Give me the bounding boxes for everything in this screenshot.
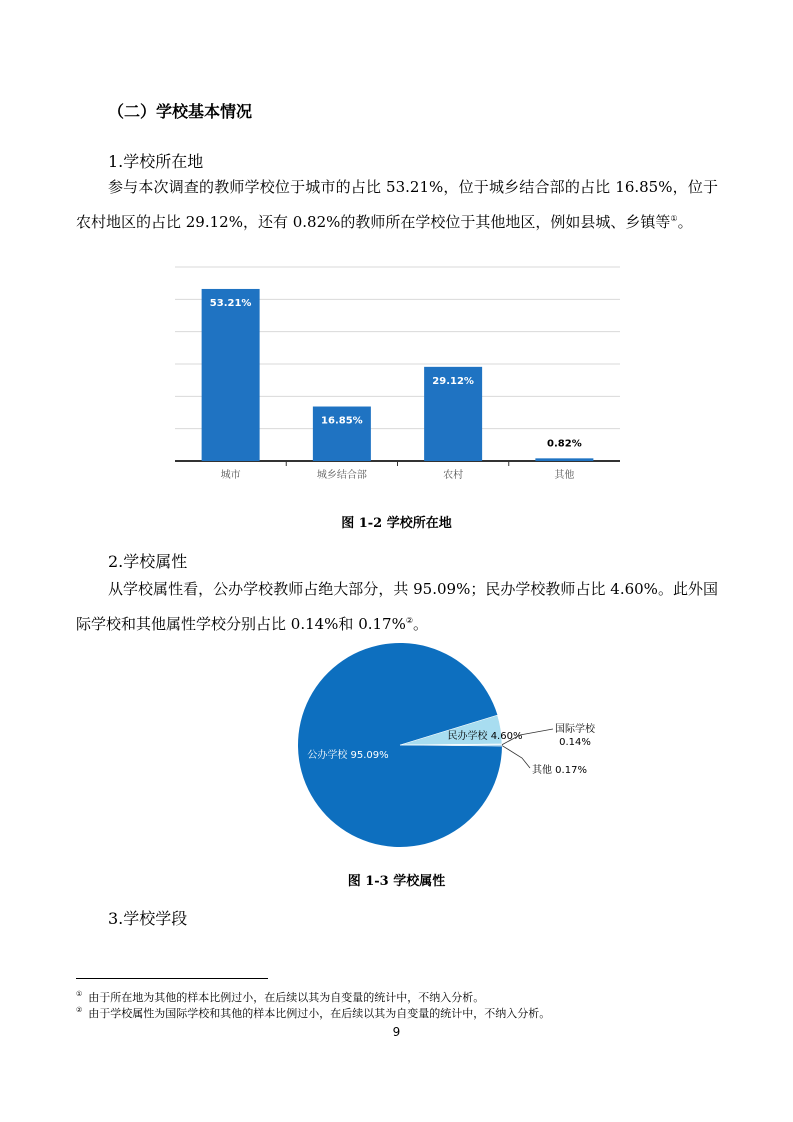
footnote-ref-1[interactable]: ① [670,214,678,223]
footnote-1-text: 由于所在地为其他的样本比例过小，在后续以其为自变量的统计中，不纳入分析。 [88,991,485,1004]
pie-chart-slices [298,643,502,847]
paragraph-location [76,172,718,238]
bar-data-label: 53.21% [209,297,252,309]
pie-label: 其他 0.17% [532,765,587,776]
subsection-heading-stage: 3.学校学段 [108,909,188,928]
bar-data-label: 16.85% [321,415,363,427]
bar-chart-data-labels [210,298,582,449]
footnote-1-mark: ① [76,990,83,999]
subsection-heading-location: 1.学校所在地 [108,152,204,171]
pie-label: 国际学校 [555,724,595,735]
paragraph-attribute-end: 。 [413,615,429,633]
category-label: 城乡结合部 [316,470,367,481]
footnote-divider [76,978,268,979]
paragraph-attribute [76,574,718,640]
figure-caption-location: 图 1-2 学校所在地 [341,516,452,531]
bar-chart-location [170,258,630,488]
footnote-2-mark: ② [76,1006,83,1015]
paragraph-location-text: 参与本次调查的教师学校位于城市的占比 53.21%，位于城乡结合部的占比 16.85%，位于农村地区的占比 29.12%，还有 0.82%的教师所在学校位于其他地区，例如县城、乡镇等 [76,178,718,231]
pie-label: 公办学校 95.09% [307,750,389,761]
footnote-2-text: 由于学校属性为国际学校和其他的样本比例过小，在后续以其为自变量的统计中，不纳入分析。 [88,1007,551,1020]
bar-chart-bars [202,289,594,461]
pie-label: 民办学校 4.60% [447,731,523,742]
category-label: 其他 [554,470,575,481]
bar-chart-category-labels [221,461,575,481]
section-heading: （二）学校基本情况 [108,102,253,121]
footnote-ref-2[interactable]: ② [405,616,414,625]
footnote-2 [76,1005,550,1021]
subsection-heading-attribute: 2.学校属性 [108,552,188,571]
pie-label: 0.14% [559,737,591,748]
bar-data-label: 0.82% [547,438,582,450]
figure-caption-attribute: 图 1-3 学校属性 [347,874,446,889]
bar-data-label: 29.12% [432,375,474,387]
bar [202,289,260,461]
pie-chart-attribute [270,636,630,858]
bar [535,458,593,461]
category-label: 城市 [220,470,241,481]
footnote-1 [76,989,484,1005]
leader-line [502,746,530,768]
paragraph-attribute-text: 从学校属性看，公办学校教师占绝大部分，共 95.09%；民办学校教师占比 4.60%。此外国际学校和其他属性学校分别占比 0.14%和 0.17% [76,580,718,633]
page-number: 9 [392,1025,401,1039]
paragraph-location-end: 。 [677,213,693,231]
category-label: 农村 [443,470,464,481]
